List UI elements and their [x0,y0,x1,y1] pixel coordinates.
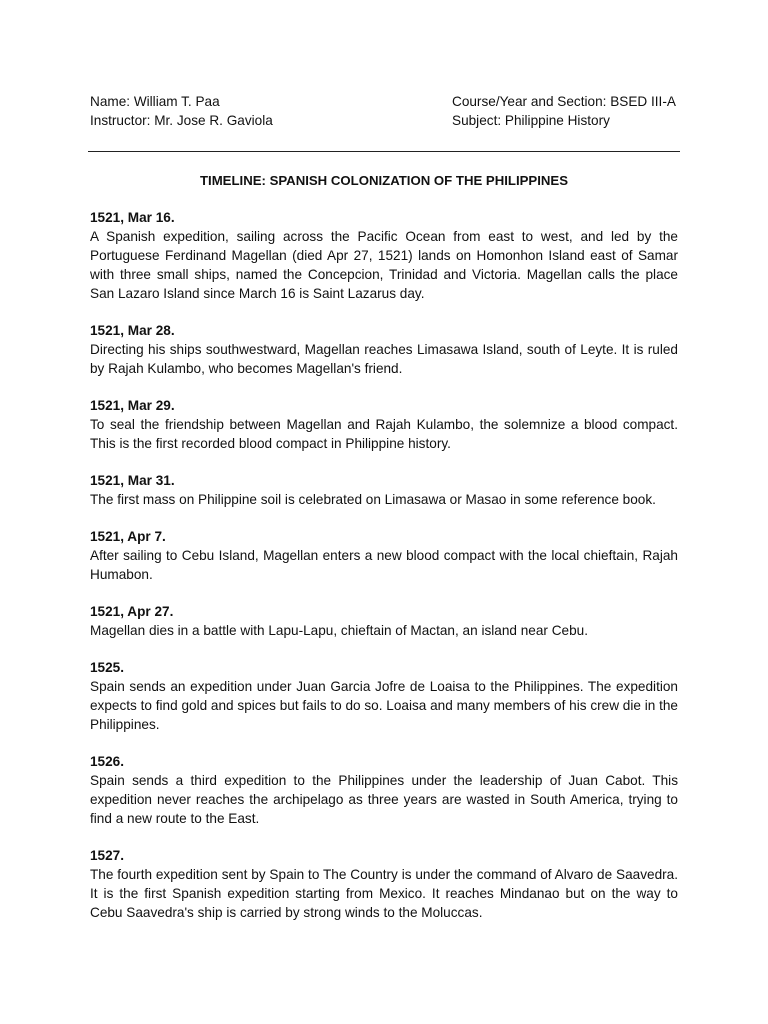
entry-date: 1521, Mar 31. [90,473,175,488]
student-name: Name: William T. Paa [90,94,220,109]
entry-text: After sailing to Cebu Island, Magellan enters a new blood compact with the local chieftain, Rajah Humabon. [90,548,678,582]
document-header [90,92,680,130]
document-title: TIMELINE: SPANISH COLONIZATION OF THE PHILIPPINES [199,173,569,188]
course-year-section: Course/Year and Section: BSED III-A [452,94,676,109]
timeline-entries [90,208,678,940]
entry-text: Spain sends a third expedition to the Philippines under the leadership of Juan Cabot. This expedition never reaches the archipelago as three years are wasted in South America, trying to find a new route to the East. [90,773,678,826]
timeline-entry [90,752,678,828]
entry-date: 1525. [90,660,125,675]
entry-text: Directing his ships southwestward, Magellan reaches Limasawa Island, south of Leyte. It is ruled by Rajah Kulambo, who becomes Magellan's friend. [90,342,678,376]
timeline-entry [90,396,678,453]
entry-date: 1527. [90,848,125,863]
header-row-1 [90,92,680,111]
timeline-entry [90,527,678,584]
timeline-entry [90,658,678,734]
entry-date: 1521, Apr 27. [90,604,174,619]
entry-text: A Spanish expedition, sailing across the Pacific Ocean from east to west, and led by the Portuguese Ferdinand Magellan (died Apr 27, 1521) lands on Homonhon Island east of Samar with three small ships, named the Concepcion, Trinidad and Victoria. Magellan calls the place San Lazaro Island since March 16 is Saint Lazarus day. [90,229,678,301]
entry-date: 1526. [90,754,125,769]
entry-text: The first mass on Philippine soil is celebrated on Limasawa or Masao in some reference book. [90,492,656,507]
header-divider [88,151,680,152]
entry-text: The fourth expedition sent by Spain to The Country is under the command of Alvaro de Saavedra. It is the first Spanish expedition starting from Mexico. It reaches Mindanao but on the way to Cebu Saavedra's ship is carried by strong winds to the Moluccas. [90,867,678,920]
entry-text: Magellan dies in a battle with Lapu-Lapu, chieftain of Mactan, an island near Cebu. [90,623,588,638]
instructor-name: Instructor: Mr. Jose R. Gaviola [90,113,273,128]
entry-text: Spain sends an expedition under Juan Garcia Jofre de Loaisa to the Philippines. The expedition expects to find gold and spices but fails to do so. Loaisa and many members of his crew die in the Philippines. [90,679,678,732]
timeline-entry [90,208,678,303]
entry-date: 1521, Apr 7. [90,529,166,544]
header-row-2 [90,111,680,130]
entry-date: 1521, Mar 16. [90,210,175,225]
timeline-entry [90,471,678,509]
entry-date: 1521, Mar 29. [90,398,175,413]
timeline-entry [90,602,678,640]
entry-text: To seal the friendship between Magellan and Rajah Kulambo, the solemnize a blood compact. This is the first recorded blood compact in Philippine history. [90,417,678,451]
entry-date: 1521, Mar 28. [90,323,175,338]
timeline-entry [90,846,678,922]
timeline-entry [90,321,678,378]
subject: Subject: Philippine History [452,113,610,128]
